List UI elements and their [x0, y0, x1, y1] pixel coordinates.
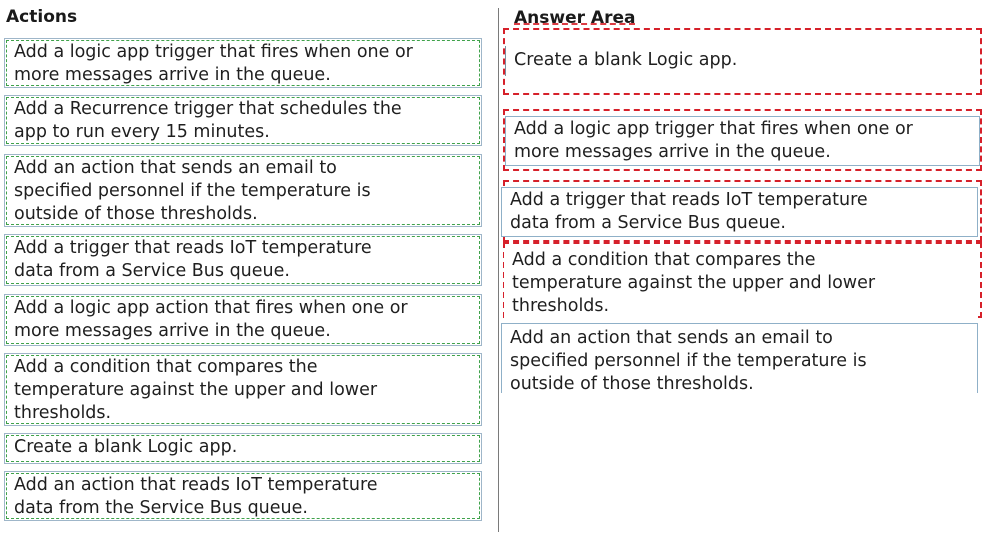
answer-item-label: Add a logic app trigger that fires when one or more messages arrive in the queue.: [514, 119, 913, 162]
column-divider: [498, 8, 499, 532]
answer-item-label: Add an action that sends an email to specified personnel if the temperature is outside of those thresholds.: [510, 328, 867, 394]
action-item[interactable]: [4, 294, 482, 346]
answer-item[interactable]: [505, 46, 975, 76]
action-item[interactable]: [4, 95, 482, 146]
answer-item[interactable]: [504, 248, 978, 318]
action-item[interactable]: [4, 471, 482, 521]
action-item[interactable]: [4, 433, 482, 464]
action-item-label: Add an action that sends an email to specified personnel if the temperature is outside of those thresholds.: [14, 158, 371, 224]
action-item-label: Add a trigger that reads IoT temperature data from a Service Bus queue.: [14, 238, 372, 281]
action-item-label: Add a condition that compares the temperature against the upper and lower thresholds.: [14, 357, 378, 423]
answer-item[interactable]: [505, 116, 980, 166]
action-item-label: Add a logic app trigger that fires when one or more messages arrive in the queue.: [14, 42, 413, 85]
action-item[interactable]: [4, 154, 482, 227]
action-item[interactable]: [4, 234, 482, 286]
actions-heading: Actions: [6, 7, 78, 27]
action-item-label: Add an action that reads IoT temperature data from the Service Bus queue.: [14, 475, 378, 518]
answer-item[interactable]: [501, 323, 978, 393]
action-item-label: Add a Recurrence trigger that schedules the app to run every 15 minutes.: [14, 99, 402, 142]
answer-item-label: Create a blank Logic app.: [514, 50, 738, 70]
answer-item[interactable]: [501, 187, 978, 237]
action-item-label: Create a blank Logic app.: [14, 437, 238, 457]
answer-item-label: Add a condition that compares the temperature against the upper and lower thresholds.: [512, 250, 876, 316]
action-item[interactable]: [4, 38, 482, 88]
action-item[interactable]: [4, 353, 482, 426]
action-item-label: Add a logic app action that fires when one or more messages arrive in the queue.: [14, 298, 408, 341]
answer-item-label: Add a trigger that reads IoT temperature data from a Service Bus queue.: [510, 190, 868, 233]
answer-area-heading: Answer Area: [514, 8, 636, 28]
